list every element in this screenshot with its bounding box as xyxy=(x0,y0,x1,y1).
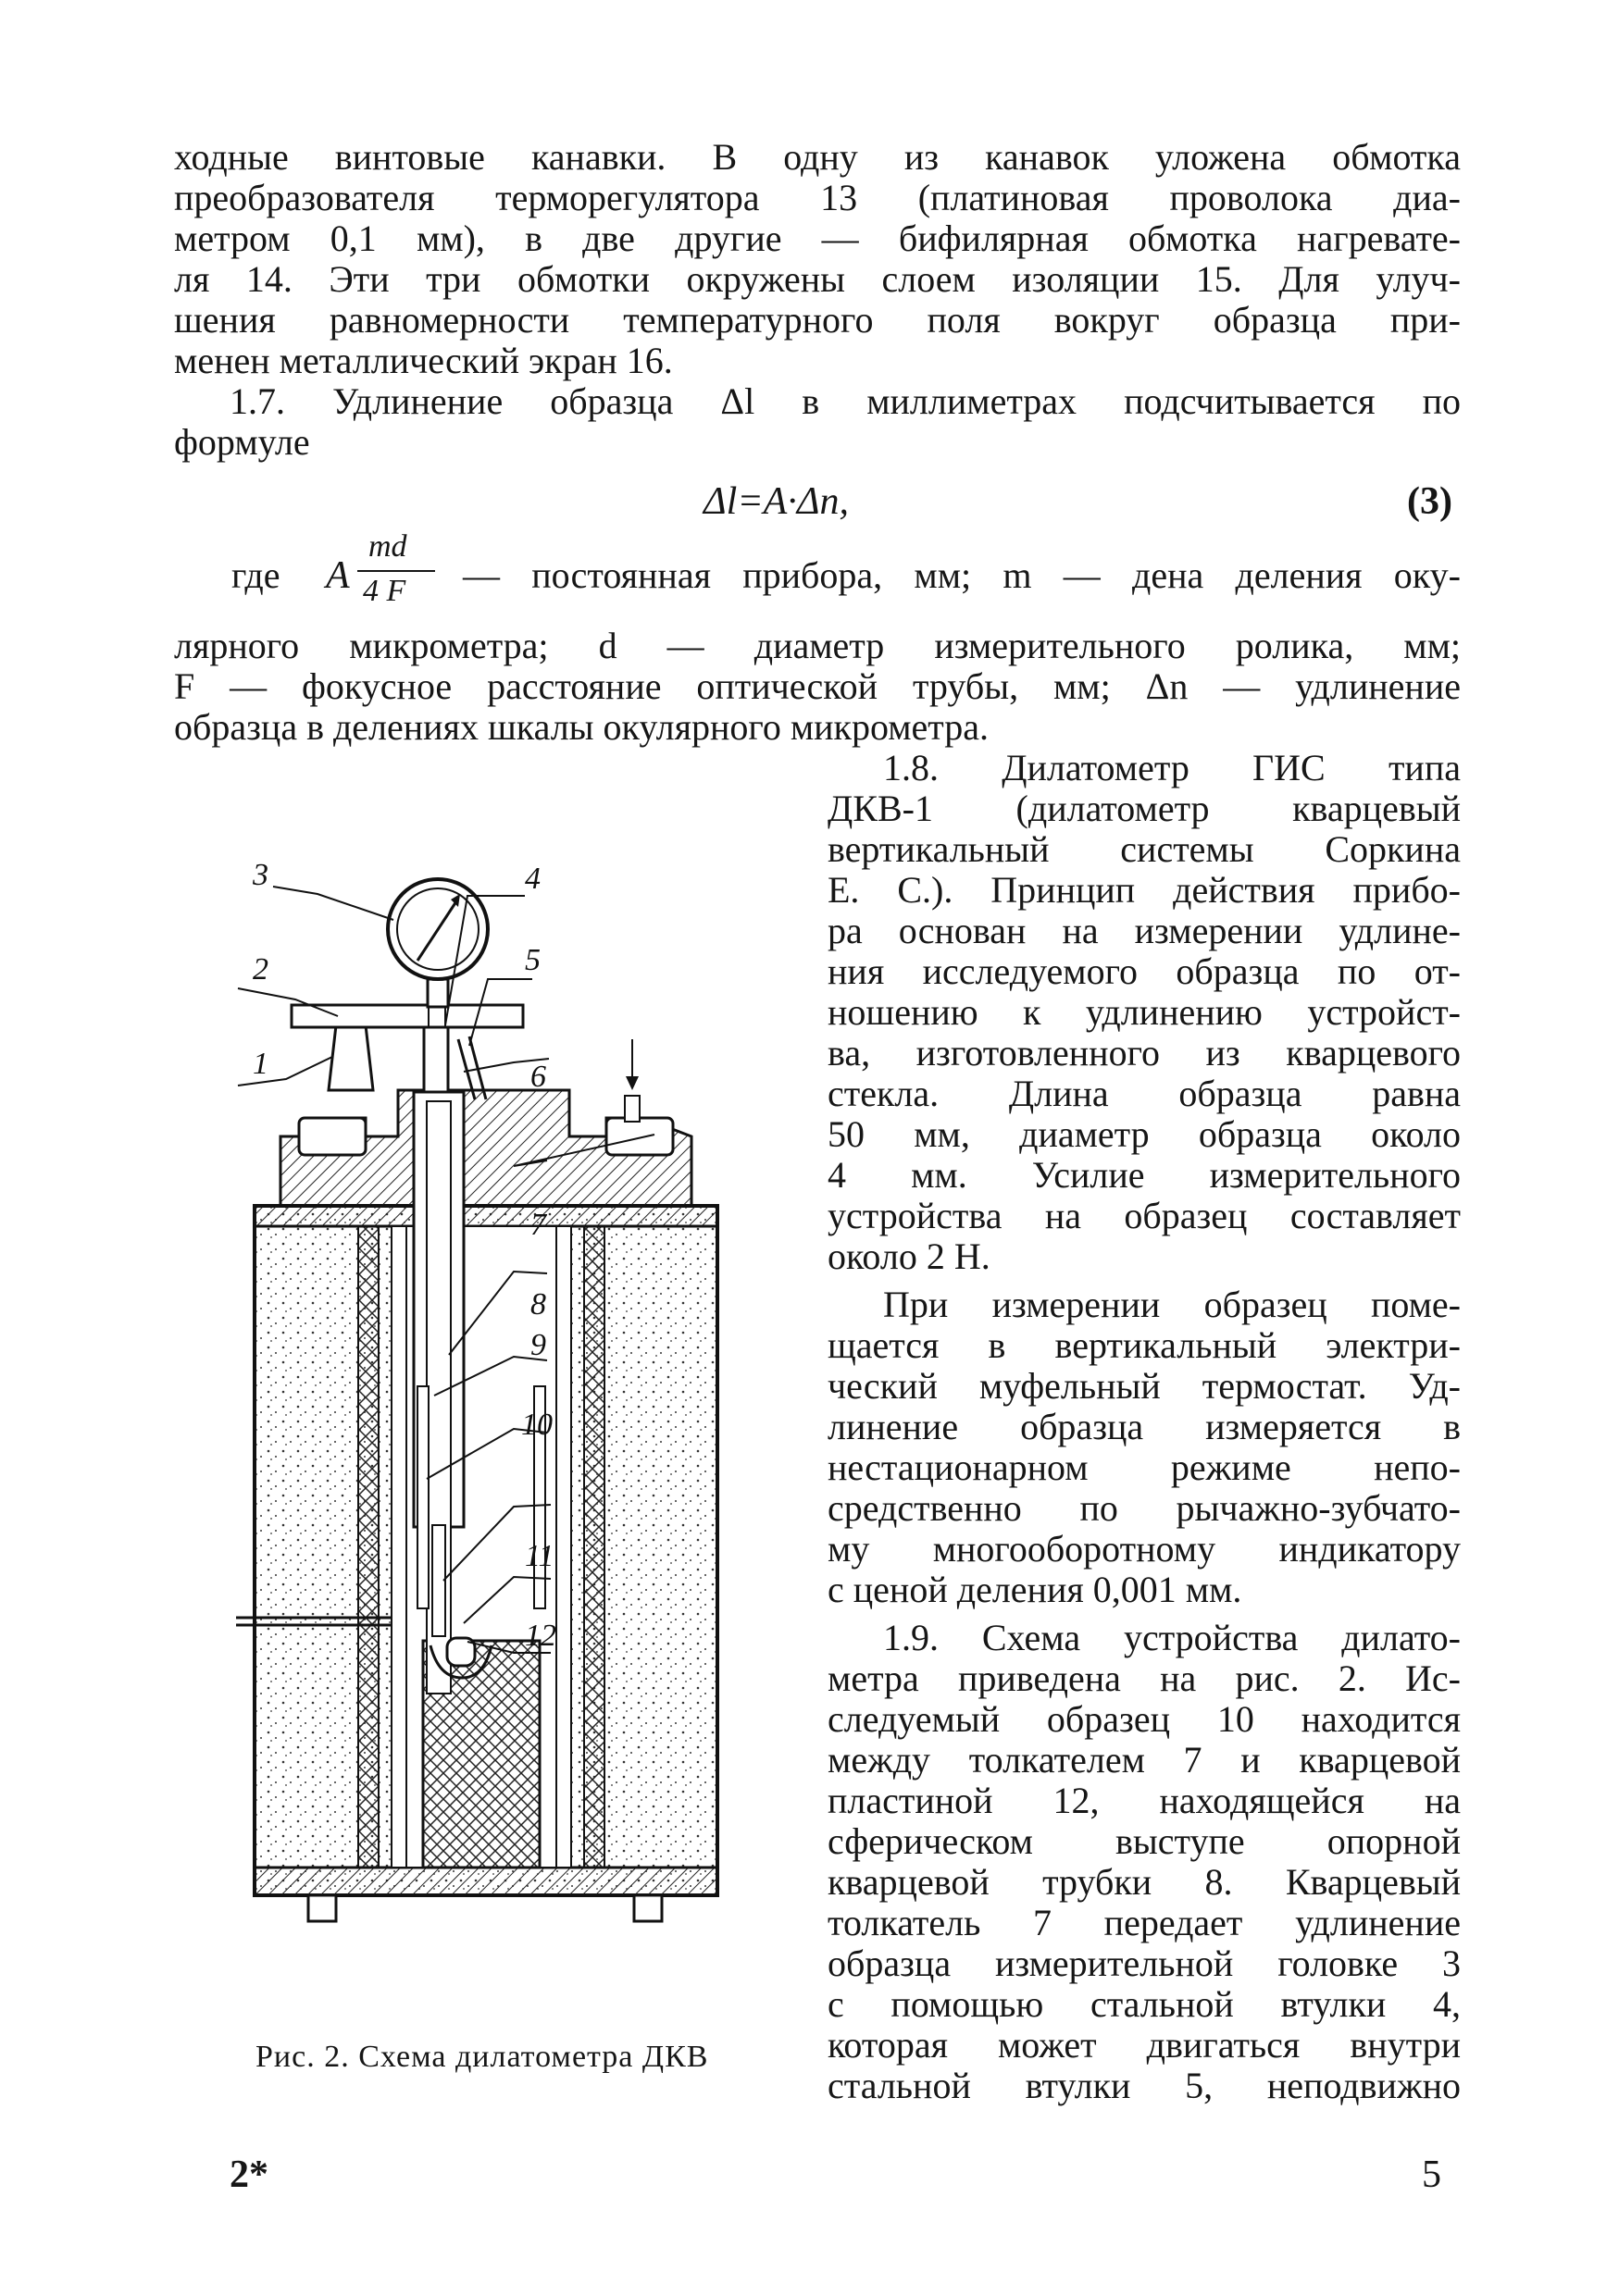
label-9: 9 xyxy=(530,1328,546,1362)
fraction-bar xyxy=(357,570,435,572)
text-line: ческий муфельный термостат. Уд- xyxy=(828,1365,1461,1407)
text-line: метра приведена на рис. 2. Ис- xyxy=(828,1657,1461,1699)
text-line: 1.9. Схема устройства дилато- xyxy=(883,1617,1461,1658)
label-12: 12 xyxy=(525,1619,556,1653)
text-line: устройства на образец составляет xyxy=(828,1195,1461,1236)
text-line: — постоянная прибора, мм; m — дена деления оку- xyxy=(463,554,1461,596)
text-line: формуле xyxy=(174,421,310,463)
text-line: образца измерительной головке 3 xyxy=(828,1942,1461,1984)
label-10: 10 xyxy=(521,1408,553,1442)
label-1: 1 xyxy=(253,1047,268,1081)
text-line: ДКВ-1 (дилатометр кварцевый xyxy=(828,788,1461,829)
where-word: где xyxy=(231,554,280,596)
label-11: 11 xyxy=(525,1539,554,1573)
text-line: ва, изготовленного из кварцевого xyxy=(828,1032,1461,1074)
text-line: 50 мм, диаметр образца около xyxy=(828,1113,1461,1155)
text-line: ра основан на измерении удлине- xyxy=(828,910,1461,951)
text-line: му многооборотному индикатору xyxy=(828,1528,1461,1570)
label-3: 3 xyxy=(253,858,268,892)
text-line: сферическом выступе опорной xyxy=(828,1820,1461,1862)
fraction-prefix: A xyxy=(326,554,350,597)
text-line: около 2 Н. xyxy=(828,1235,990,1277)
text-line: При измерении образец поме- xyxy=(883,1284,1461,1325)
text-line: толкатель 7 передает удлинение xyxy=(828,1902,1461,1943)
text-line: Е. С.). Принцип действия прибо- xyxy=(828,869,1461,911)
text-line: средственно по рычажно-зубчато- xyxy=(828,1487,1461,1529)
text-line: стекла. Длина образца равна xyxy=(828,1073,1461,1114)
text-line: пластиной 12, находящейся на xyxy=(828,1780,1461,1821)
label-5: 5 xyxy=(525,943,541,977)
text-line: метром 0,1 мм), в две другие — бифилярная обмотка нагревате- xyxy=(174,217,1461,259)
fraction-numerator: md xyxy=(368,529,407,564)
text-line: ля 14. Эти три обмотки окружены слоем изоляции 15. Для улуч- xyxy=(174,258,1461,300)
label-4: 4 xyxy=(525,862,541,896)
dilatometer-diagram xyxy=(236,840,810,1923)
text-line: ния исследуемого образца по от- xyxy=(828,950,1461,992)
text-line: 1.8. Дилатометр ГИС типа xyxy=(883,747,1461,788)
text-line: вертикальный системы Соркина xyxy=(828,828,1461,870)
text-line: шения равномерности температурного поля вокруг образца при- xyxy=(174,299,1461,341)
text-line: ходные винтовые канавки. В одну из канавок уложена обмотка xyxy=(174,136,1461,178)
label-6: 6 xyxy=(530,1060,546,1094)
text-line: стальной втулки 5, неподвижно xyxy=(828,2065,1461,2106)
figure-caption: Рис. 2. Схема дилатометра ДКВ xyxy=(255,2040,709,2074)
page-number: 5 xyxy=(1422,2153,1441,2196)
text-line: с ценой деления 0,001 мм. xyxy=(828,1569,1242,1610)
label-7: 7 xyxy=(530,1208,546,1242)
fraction-denominator: 4 F xyxy=(363,574,406,608)
signature-mark: 2* xyxy=(230,2153,268,2196)
text-line: которая может двигаться внутри xyxy=(828,2024,1461,2066)
text-line: лярного микрометра; d — диаметр измерительного ролика, мм; xyxy=(174,625,1461,666)
equation-number: (3) xyxy=(1407,480,1452,523)
text-line: менен металлический экран 16. xyxy=(174,340,673,381)
text-line: линение образца измеряется в xyxy=(828,1406,1461,1447)
text-line: следуемый образец 10 находится xyxy=(828,1698,1461,1740)
label-2: 2 xyxy=(253,952,268,987)
text-line: преобразователя терморегулятора 13 (платиновая проволока диа- xyxy=(174,177,1461,218)
text-line: щается в вертикальный электри- xyxy=(828,1324,1461,1366)
text-line: между толкателем 7 и кварцевой xyxy=(828,1739,1461,1781)
label-8: 8 xyxy=(530,1287,546,1322)
text-line: 1.7. Удлинение образца Δl в миллиметрах подсчитывается по xyxy=(230,380,1461,422)
text-line: образца в делениях шкалы окулярного микрометра. xyxy=(174,706,990,748)
formula: Δl=A·Δn, xyxy=(704,480,849,523)
text-line: 4 мм. Усилие измерительного xyxy=(828,1154,1461,1196)
text-line: нестационарном режиме непо- xyxy=(828,1446,1461,1488)
text-line: с помощью стальной втулки 4, xyxy=(828,1983,1461,2025)
text-line: кварцевой трубки 8. Кварцевый xyxy=(828,1861,1461,1903)
text-line: ношению к удлинению устройст- xyxy=(828,991,1461,1033)
text-line: F — фокусное расстояние оптической трубы, мм; Δn — удлинение xyxy=(174,665,1461,707)
